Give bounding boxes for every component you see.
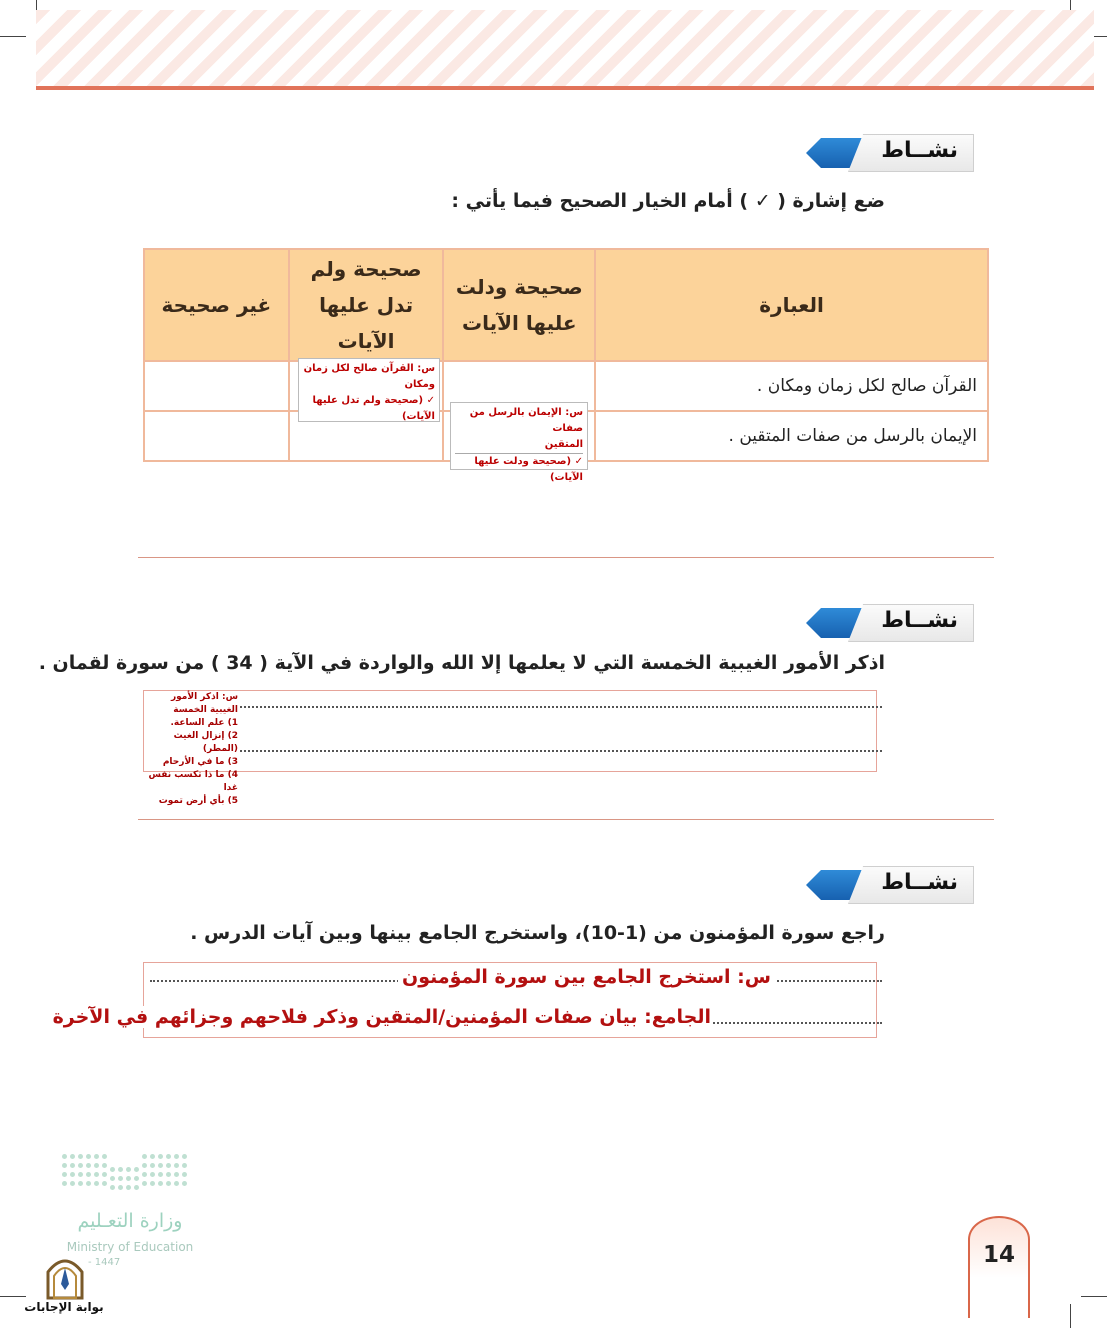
logo-dot bbox=[118, 1176, 123, 1181]
logo-dot bbox=[142, 1163, 147, 1168]
logo-dot bbox=[166, 1163, 171, 1168]
answer-question-3: س: استخرج الجامع بين سورة المؤمنون bbox=[398, 966, 775, 988]
logo-dot bbox=[62, 1154, 67, 1159]
logo-dot bbox=[94, 1154, 99, 1159]
logo-dot bbox=[70, 1163, 75, 1168]
logo-dot bbox=[78, 1181, 83, 1186]
list-item: س: اذكر الأمور الغيبية الخمسة bbox=[170, 692, 238, 715]
logo-dot bbox=[158, 1172, 163, 1177]
activity-ribbon-1 bbox=[806, 134, 974, 172]
edition-year: - 1447 bbox=[88, 1257, 121, 1268]
choice-cell[interactable] bbox=[144, 411, 289, 461]
list-item: 1) علم الساعة. bbox=[170, 718, 238, 728]
logo-dot bbox=[86, 1181, 91, 1186]
logo-dot bbox=[110, 1185, 115, 1190]
logo-dot bbox=[158, 1181, 163, 1186]
page-number-badge bbox=[968, 1216, 1030, 1318]
logo-dot bbox=[86, 1154, 91, 1159]
list-item: 4) ما ذا تكسب نفس غدا bbox=[148, 770, 238, 793]
logo-dot bbox=[182, 1172, 187, 1177]
activity-ribbon-3 bbox=[806, 866, 974, 904]
logo-dot bbox=[94, 1172, 99, 1177]
logo-dot bbox=[142, 1172, 147, 1177]
logo-dot bbox=[182, 1181, 187, 1186]
logo-dot bbox=[86, 1163, 91, 1168]
logo-dot bbox=[166, 1181, 171, 1186]
logo-dot bbox=[86, 1172, 91, 1177]
activity-label: نشــاط bbox=[881, 138, 958, 163]
answer-list-2 bbox=[142, 691, 238, 808]
answer-area-2[interactable] bbox=[143, 690, 877, 772]
dotted-line bbox=[240, 750, 882, 752]
list-item: 3) ما في الأرحام bbox=[162, 757, 238, 767]
logo-dot bbox=[62, 1163, 67, 1168]
note-answer: ✓ (صحيحة ولم تدل عليها bbox=[312, 395, 435, 406]
logo-dot bbox=[94, 1163, 99, 1168]
logo-dot bbox=[70, 1172, 75, 1177]
header-rule bbox=[36, 86, 1094, 90]
list-item: 5) بأي أرض تموت bbox=[158, 796, 238, 806]
logo-dot bbox=[134, 1167, 139, 1172]
logo-dot bbox=[158, 1163, 163, 1168]
logo-dot bbox=[166, 1154, 171, 1159]
logo-dot bbox=[142, 1154, 147, 1159]
crop-mark bbox=[0, 1296, 26, 1297]
logo-dot bbox=[70, 1154, 75, 1159]
activity3-instruction: راجع سورة المؤمنون من (1-10)، واستخرج الجامع بينها وبين آيات الدرس . bbox=[190, 922, 885, 944]
logo-dot bbox=[62, 1181, 67, 1186]
activity-label: نشــاط bbox=[881, 608, 958, 633]
note-answer: الآيات) bbox=[401, 411, 435, 422]
logo-dot bbox=[174, 1163, 179, 1168]
header-correct-not-indicated: صحيحة ولم تدل عليها الآيات bbox=[289, 249, 444, 361]
note-question: المتقين bbox=[544, 439, 583, 450]
logo-dot bbox=[174, 1154, 179, 1159]
section-divider bbox=[138, 557, 994, 558]
logo-dot bbox=[102, 1154, 107, 1159]
page-number: 14 bbox=[982, 1242, 1015, 1268]
logo-dot bbox=[102, 1172, 107, 1177]
crop-mark bbox=[1070, 1304, 1071, 1328]
note-question: س: الإيمان بالرسل من صفات bbox=[469, 407, 583, 434]
logo-dot bbox=[126, 1176, 131, 1181]
crop-mark bbox=[0, 36, 26, 37]
crop-mark bbox=[1081, 1296, 1107, 1297]
logo-dot bbox=[166, 1172, 171, 1177]
answer-text-3: الجامع: بيان صفات المؤمنين/المتقين وذكر فلاحهم وجزائهم في الآخرة bbox=[52, 1006, 711, 1028]
activity1-instruction: ضع إشارة ( ✓ ) أمام الخيار الصحيح فيما يأتي : bbox=[451, 190, 885, 212]
portal-logo-icon bbox=[44, 1254, 86, 1300]
logo-dot bbox=[182, 1154, 187, 1159]
header-statement: العبارة bbox=[595, 249, 988, 361]
logo-dot bbox=[142, 1181, 147, 1186]
logo-dot bbox=[182, 1163, 187, 1168]
table-header-row bbox=[144, 249, 988, 361]
logo-dot bbox=[78, 1172, 83, 1177]
note-question: س: القرآن صالح لكل زمان ومكان bbox=[303, 363, 435, 390]
logo-dot bbox=[102, 1163, 107, 1168]
logo-dot bbox=[150, 1172, 155, 1177]
logo-dot bbox=[134, 1176, 139, 1181]
header-decoration bbox=[36, 10, 1094, 86]
activity-ribbon-2 bbox=[806, 604, 974, 642]
logo-dot bbox=[150, 1163, 155, 1168]
logo-dot bbox=[102, 1181, 107, 1186]
dotted-line bbox=[240, 706, 882, 708]
logo-dot bbox=[70, 1181, 75, 1186]
logo-dot bbox=[126, 1185, 131, 1190]
logo-dot bbox=[150, 1181, 155, 1186]
choice-cell[interactable] bbox=[144, 361, 289, 411]
logo-dot bbox=[78, 1163, 83, 1168]
section-divider bbox=[138, 819, 994, 820]
logo-dot bbox=[62, 1172, 67, 1177]
logo-dot bbox=[150, 1154, 155, 1159]
activity2-instruction: اذكر الأمور الغيبية الخمسة التي لا يعلمها إلا الله والواردة في الآية ( 34 ) من سورة لقمان . bbox=[38, 652, 885, 674]
header-incorrect: غير صحيحة bbox=[144, 249, 289, 361]
logo-dot bbox=[174, 1181, 179, 1186]
logo-dot bbox=[174, 1172, 179, 1177]
logo-dot bbox=[110, 1176, 115, 1181]
ministry-logo-icon bbox=[62, 1154, 196, 1198]
logo-dot bbox=[110, 1167, 115, 1172]
ministry-name-ar: وزارة التعـليم bbox=[77, 1210, 183, 1232]
portal-label: بوابة الإجابات bbox=[24, 1300, 104, 1314]
header-correct-indicated: صحيحة ودلت عليها الآيات bbox=[443, 249, 595, 361]
logo-dot bbox=[134, 1185, 139, 1190]
logo-dot bbox=[126, 1167, 131, 1172]
list-item: 2) إنزال الغيث (المطر) bbox=[173, 731, 238, 754]
ministry-name-en: Ministry of Education bbox=[66, 1240, 194, 1254]
statement-cell: الإيمان بالرسل من صفات المتقين . bbox=[595, 411, 988, 461]
answer-note-2 bbox=[450, 402, 588, 483]
logo-dot bbox=[78, 1154, 83, 1159]
note-answer: ✓ (صحيحة ودلت عليها الآيات) bbox=[455, 453, 583, 486]
answer-note-1 bbox=[298, 358, 440, 422]
logo-dot bbox=[118, 1185, 123, 1190]
statement-cell: القرآن صالح لكل زمان ومكان . bbox=[595, 361, 988, 411]
activity-label: نشــاط bbox=[881, 870, 958, 895]
logo-dot bbox=[158, 1154, 163, 1159]
logo-dot bbox=[118, 1167, 123, 1172]
logo-dot bbox=[94, 1181, 99, 1186]
